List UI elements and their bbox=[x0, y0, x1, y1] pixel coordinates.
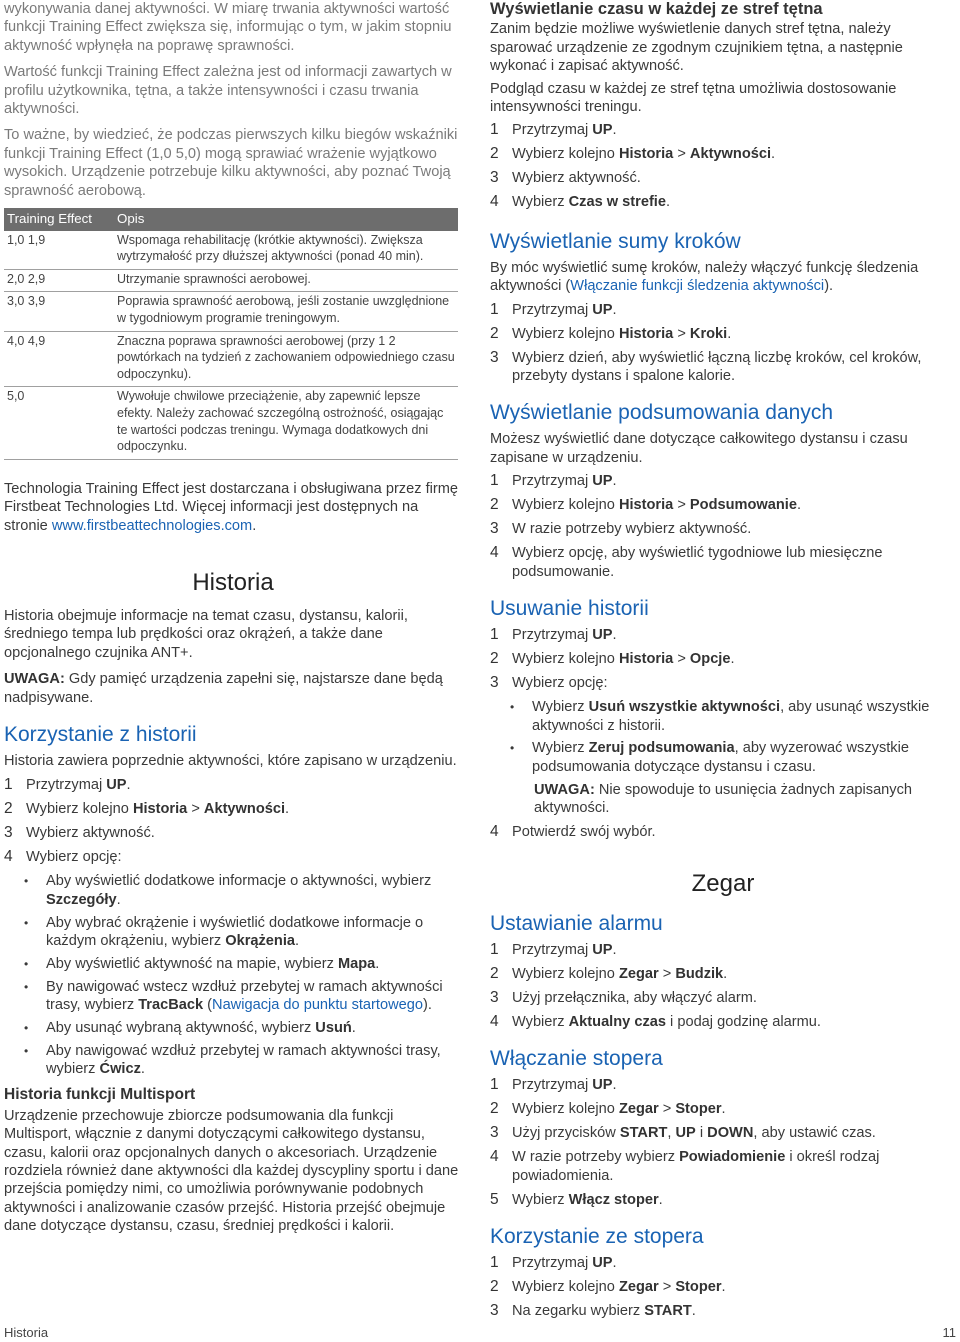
table-cell-range: 5,0 bbox=[4, 387, 114, 459]
historia-intro: Historia obejmuje informacje na temat czasu, dystansu, kalorii, średniego tempa lub prędkości oraz okrążeń, a także dane opcjonalnego czujnika ANT+. bbox=[4, 608, 408, 661]
zegar-heading: Zegar bbox=[691, 869, 755, 897]
step-1: 1 Przytrzymaj UP. bbox=[490, 626, 617, 644]
training-effect-table bbox=[4, 208, 458, 460]
table-cell-range: 2,0 2,9 bbox=[4, 269, 114, 292]
kroki-intro: By móc wyświetlić sumę kroków, należy włączyć funkcję śledzenia aktywności (Włączanie funkcji śledzenia aktywności). bbox=[490, 259, 919, 295]
historia-note bbox=[4, 670, 462, 707]
strefy-paragraph-2: Podgląd czasu w każdej ze stref tętna umożliwia dostosowanie intensywności treningu. bbox=[490, 80, 897, 116]
bullet-item: • Aby usunąć wybraną aktywność, wybierz Usuń. bbox=[24, 1019, 356, 1036]
step-2: 2 Wybierz kolejno Historia > Aktywności. bbox=[490, 145, 776, 163]
step-3: 3 Wybierz opcję: bbox=[490, 674, 608, 692]
step-3: 3 Wybierz aktywność. bbox=[490, 169, 641, 187]
tracback-link[interactable]: Nawigacja do punktu startowego bbox=[212, 997, 423, 1014]
korzystanie-heading: Korzystanie z historii bbox=[4, 723, 197, 747]
table-header-opis: Opis bbox=[114, 208, 458, 231]
step-4: 4 Wybierz opcję: bbox=[4, 848, 122, 866]
step-3: 3 Użyj przycisków START, UP i DOWN, aby ustawić czas. bbox=[490, 1124, 876, 1142]
step-2: 2 Wybierz kolejno Historia > Aktywności. bbox=[4, 800, 290, 818]
step-5: 5 Wybierz Włącz stoper. bbox=[490, 1190, 663, 1208]
period: . bbox=[252, 517, 257, 534]
bullet-item: • Aby wybrać okrążenie i wyświetlić dodatkowe informacje o każdym okrążeniu, wybierz Okrążenia. bbox=[24, 914, 424, 950]
left-column bbox=[4, 0, 462, 1244]
step-3: 3 W razie potrzeby wybierz aktywność. bbox=[490, 520, 752, 538]
table-cell-range: 4,0 4,9 bbox=[4, 331, 114, 387]
step-1: 1 Przytrzymaj UP. bbox=[4, 776, 131, 794]
table-cell-desc: Znaczna poprawa sprawności aerobowej (przy 1 2 powtórkach na tydzień z zachowaniem odpowiedniego czasu odpoczynku). bbox=[114, 331, 458, 387]
table-cell-desc: Utrzymanie sprawności aerobowej. bbox=[114, 269, 458, 292]
bullet-item: • By nawigować wstecz wzdłuż przebytej w ramach aktywności trasy, wybierz TracBack (Nawigacja do punktu startowego). bbox=[24, 978, 443, 1014]
strefy-heading: Wyświetlanie czasu w każdej ze stref tętna bbox=[490, 0, 823, 18]
firstbeat-text: Technologia Training Effect jest dostarczana i obsługiwana przez firmę Firstbeat Technologies Ltd. Więcej informacji jest dostępnych na stronie bbox=[4, 480, 459, 534]
intro-paragraph-1: wykonywania danej aktywności. W miarę trwania aktywności wartość funkcji Training Effect zwiększa się, informując o tym, w jakim stopniu aktywność wpłynęła na poprawę sprawności. bbox=[4, 1, 452, 54]
intro-paragraph-2: Wartość funkcji Training Effect zależna jest od informacji zawartych w profilu użytkownika, tętna, a także intensywności i czasu trwania aktywności. bbox=[4, 64, 452, 118]
step-3: 3 Wybierz dzień, aby wyświetlić łączną liczbę kroków, cel kroków, przebyty dystans i spalone kalorie. bbox=[490, 348, 922, 385]
step-2: 2 Wybierz kolejno Historia > Opcje. bbox=[490, 650, 735, 668]
step-2: 2 Wybierz kolejno Zegar > Budzik. bbox=[490, 964, 728, 982]
table-cell-range: 1,0 1,9 bbox=[4, 231, 114, 270]
footer-page-number: 11 bbox=[942, 1325, 956, 1340]
step-4: 4 Potwierdź swój wybór. bbox=[490, 823, 656, 841]
bullet-item: • Wybierz Usuń wszystkie aktywności, aby usunąć wszystkie aktywności z historii. bbox=[510, 699, 930, 734]
firstbeat-paragraph bbox=[4, 480, 462, 535]
usuwanie-note: UWAGA: Nie spowoduje to usunięcia żadnych zapisanych aktywności. bbox=[534, 781, 913, 816]
bullet-item: • Aby wyświetlić dodatkowe informacje o aktywności, wybierz Szczegóły. bbox=[24, 873, 432, 908]
step-2: 2 Wybierz kolejno Zegar > Stoper. bbox=[490, 1100, 726, 1118]
podsumowanie-heading: Wyświetlanie podsumowania danych bbox=[490, 401, 833, 425]
intro-paragraph-3: To ważne, by wiedzieć, że podczas pierwszych kilku biegów wskaźniki funkcji Training Effect (1,0 5,0) mogą sprawiać wrażenie wyjątkowo wysokich. Urządzenie potrzebuje kilku aktywności, aby poznać Twoją sprawność aerobową. bbox=[4, 127, 458, 199]
step-1: 1 Przytrzymaj UP. bbox=[490, 940, 617, 958]
table-row bbox=[4, 269, 458, 292]
step-4: 4 Wybierz opcję, aby wyświetlić tygodniowe lub miesięczne podsumowanie. bbox=[490, 544, 883, 580]
note-label: UWAGA: bbox=[4, 671, 65, 688]
right-column bbox=[490, 0, 956, 1326]
table-cell-desc: Wywołuje chwilowe przeciążenie, aby zapewnić lepsze efekty. Należy zachować szczególną ostrożność, osiągając te wartości podczas treningu. Wymaga dodatkowych dni odpoczynku. bbox=[114, 387, 458, 459]
table-row bbox=[4, 331, 458, 387]
strefy-paragraph-1: Zanim będzie możliwe wyświetlenie danych stref tętna, należy sparować urządzenie ze zgodnym czujnikiem tętna, a następnie wykonać i zapisać aktywność. bbox=[490, 21, 903, 75]
step-2: 2 Wybierz kolejno Historia > Podsumowanie. bbox=[490, 496, 802, 514]
multisport-paragraph: Urządzenie przechowuje zbiorcze podsumowania dla funkcji Multisport, włącznie z danymi dotyczącymi całkowitego dystansu, czasu, kalorii oraz opcjonalnych danych o akcesoriach. Urządzenie rozdziela również dane aktywności dla każdej dyscypliny sportu i dane przejścia pomiędzy nimi, co umożliwia porównywanie podobnych aktywności i analizowanie czasów przejść. Historia przejść obejmuje dane dotyczące dystansu, czasu, średniej prędkości i kalorii. bbox=[4, 1107, 459, 1235]
historia-heading: Historia bbox=[192, 569, 274, 596]
activity-tracking-link[interactable]: Włączanie funkcji śledzenia aktywności bbox=[570, 278, 825, 295]
step-3: 3 Wybierz aktywność. bbox=[4, 824, 155, 842]
step-2: 2 Wybierz kolejno Historia > Kroki. bbox=[490, 324, 732, 342]
step-4: 4 Wybierz Aktualny czas i podaj godzinę alarmu. bbox=[490, 1012, 821, 1030]
firstbeat-link[interactable]: www.firstbeattechnologies.com bbox=[51, 517, 253, 534]
step-1: 1 Przytrzymaj UP. bbox=[490, 472, 617, 490]
footer-section: Historia bbox=[4, 1325, 49, 1340]
using-stoper-heading: Korzystanie ze stopera bbox=[490, 1224, 704, 1248]
table-row bbox=[4, 387, 458, 459]
stoper-on-heading: Włączanie stopera bbox=[490, 1047, 663, 1071]
step-2: 2 Wybierz kolejno Zegar > Stoper. bbox=[490, 1277, 726, 1295]
table-cell-desc: Wspomaga rehabilitację (krótkie aktywności). Zwiększa wytrzymałość przy dłuższej aktywności (ponad 40 min). bbox=[114, 231, 458, 270]
step-1: 1 Przytrzymaj UP. bbox=[490, 1076, 617, 1094]
table-row bbox=[4, 292, 458, 331]
table-cell-desc: Poprawia sprawność aerobową, jeśli zostanie uwzględnione w tygodniowym programie treningowym. bbox=[114, 292, 458, 331]
table-row bbox=[4, 231, 458, 270]
podsumowanie-intro: Możesz wyświetlić dane dotyczące całkowitego dystansu i czasu zapisane w urządzeniu. bbox=[490, 431, 908, 466]
table-cell-range: 3,0 3,9 bbox=[4, 292, 114, 331]
step-4: 4 W razie potrzeby wybierz Powiadomienie i określ rodzaj powiadomienia. bbox=[490, 1148, 880, 1184]
alarm-heading: Ustawianie alarmu bbox=[490, 911, 663, 935]
kroki-heading: Wyświetlanie sumy kroków bbox=[490, 229, 741, 253]
korzystanie-intro: Historia zawiera poprzednie aktywności, które zapisano w urządzeniu. bbox=[4, 753, 457, 770]
table-header-training-effect: Training Effect bbox=[4, 208, 114, 231]
step-3: 3 Na zegarku wybierz START. bbox=[490, 1301, 696, 1319]
multisport-heading: Historia funkcji Multisport bbox=[4, 1086, 196, 1104]
bullet-item: • Aby wyświetlić aktywność na mapie, wybierz Mapa. bbox=[24, 955, 380, 972]
step-1: 1 Przytrzymaj UP. bbox=[490, 1253, 617, 1271]
step-4: 4 Wybierz Czas w strefie. bbox=[490, 193, 671, 211]
bullet-item: • Aby nawigować wzdłuż przebytej w ramach aktywności trasy, wybierz Ćwicz. bbox=[24, 1042, 441, 1078]
usuwanie-heading: Usuwanie historii bbox=[490, 597, 649, 621]
note-text: Gdy pamięć urządzenia zapełni się, najstarsze dane będą nadpisywane. bbox=[4, 671, 443, 706]
step-1: 1 Przytrzymaj UP. bbox=[490, 300, 617, 318]
bullet-item: • Wybierz Zeruj podsumowania, aby wyzerować wszystkie podsumowania dotyczące dystansu i czasu. bbox=[510, 740, 909, 775]
step-3: 3 Użyj przełącznika, aby włączyć alarm. bbox=[490, 988, 757, 1006]
step-1: 1 Przytrzymaj UP. bbox=[490, 121, 617, 139]
